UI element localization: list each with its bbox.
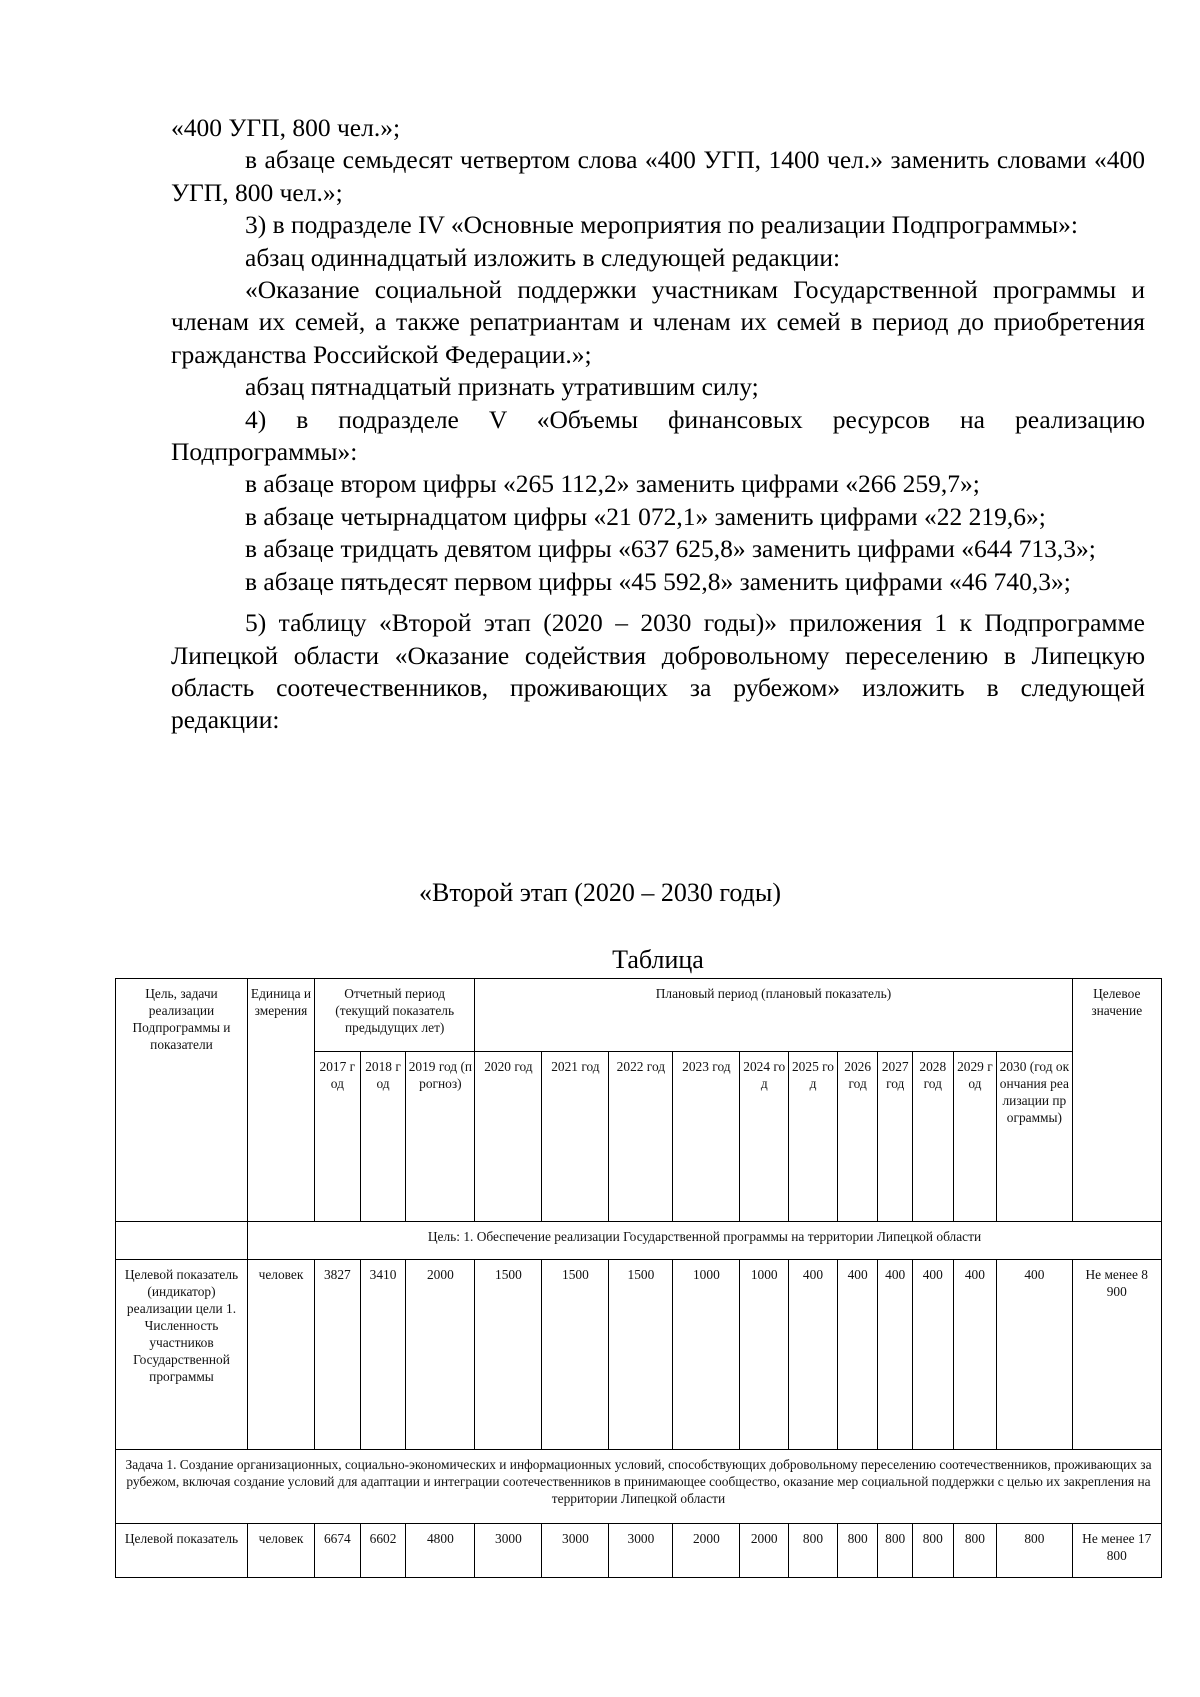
year-header: 2018 год (360, 1052, 406, 1222)
empty-cell (116, 1222, 248, 1260)
header-plan-period: Плановый период (плановый показатель) (475, 979, 1072, 1052)
value-cell: 1500 (542, 1260, 609, 1450)
year-header: 2028 год (912, 1052, 953, 1222)
year-header: 2024 год (740, 1052, 789, 1222)
year-header: 2017 год (314, 1052, 360, 1222)
paragraph: в абзаце пятьдесят первом цифры «45 592,8» заменить цифрами «46 740,3»; (245, 566, 1071, 596)
table-caption: Таблица (612, 945, 704, 974)
indicator-name: Целевой показатель (116, 1524, 248, 1578)
value-cell: 3827 (314, 1260, 360, 1450)
paragraph: в абзаце тридцать девятом цифры «637 625,8» заменить цифрами «644 713,3»; (245, 534, 1096, 564)
paragraph: 3) в подразделе IV «Основные мероприятия по реализации Подпрограммы»: (245, 210, 1078, 240)
indicator-name: Целевой показатель (индикатор) реализации цели 1. Численность участников Государственной программы (116, 1260, 248, 1450)
year-header: 2019 год (прогноз) (406, 1052, 475, 1222)
goal-row (116, 1222, 1162, 1260)
indicators-table (115, 978, 1162, 1578)
paragraph: в абзаце семьдесят четвертом слова «400 УГП, 1400 чел.» заменить словами «400 УГП, 800 чел.»; (171, 145, 1145, 207)
task-text: Задача 1. Создание организационных, социально-экономических и информационных условий, способствующих добровольному переселению соотечественников, проживающих за рубежом, включая создание условий для адаптации и интеграции соотечественников в принимающее сообщество, оказание мер социальной поддержки с целью их закрепления на территории Липецкой области (116, 1450, 1162, 1524)
value-cell: 2000 (406, 1260, 475, 1450)
target-value: Не менее 17 800 (1072, 1524, 1162, 1578)
year-header: 2026 год (837, 1052, 878, 1222)
year-header: 2030 (год окончания реализации программы) (997, 1052, 1072, 1222)
goal-text: Цель: 1. Обеспечение реализации Государственной программы на территории Липецкой области (247, 1222, 1161, 1260)
value-cell: 1000 (740, 1260, 789, 1450)
task-row (116, 1450, 1162, 1524)
paragraph: в абзаце втором цифры «265 112,2» заменить цифрами «266 259,7»; (245, 469, 980, 499)
paragraph: «Оказание социальной поддержки участникам Государственной программы и членам их семей, а также репатриантам и членам их семей в период до приобретения гражданства Российской Федерации.»; (171, 275, 1145, 369)
value-cell: 3000 (542, 1524, 609, 1578)
value-cell: 400 (953, 1260, 997, 1450)
value-cell: 1500 (475, 1260, 542, 1450)
indicator-unit: человек (247, 1524, 314, 1578)
value-cell: 400 (878, 1260, 913, 1450)
value-cell: 6602 (360, 1524, 406, 1578)
paragraph: абзац одиннадцатый изложить в следующей редакции: (245, 242, 841, 272)
year-header: 2029 год (953, 1052, 997, 1222)
value-cell: 400 (789, 1260, 838, 1450)
indicator-unit: человек (247, 1260, 314, 1450)
value-cell: 1000 (673, 1260, 740, 1450)
indicator-row (116, 1524, 1162, 1578)
value-cell: 2000 (673, 1524, 740, 1578)
paragraph: 5) таблицу «Второй этап (2020 – 2030 годы)» приложения 1 к Подпрограмме Липецкой области «Оказание содействия добровольному переселению в Липецкую область соотечественников, проживающих за рубежом» изложить в следующей редакции: (171, 608, 1145, 735)
target-value: Не менее 8 900 (1072, 1260, 1162, 1450)
value-cell: 1500 (609, 1260, 673, 1450)
year-header: 2025 год (789, 1052, 838, 1222)
header-report-period: Отчетный период (текущий показатель предыдущих лет) (314, 979, 474, 1052)
value-cell: 800 (878, 1524, 913, 1578)
year-header: 2021 год (542, 1052, 609, 1222)
value-cell: 4800 (406, 1524, 475, 1578)
paragraph: в абзаце четырнадцатом цифры «21 072,1» заменить цифрами «22 219,6»; (245, 501, 1046, 531)
year-header: 2020 год (475, 1052, 542, 1222)
paragraph: «400 УГП, 800 чел.»; (171, 113, 401, 142)
header-unit: Единица измерения (247, 979, 314, 1222)
value-cell: 2000 (740, 1524, 789, 1578)
header-target: Целевое значение (1072, 979, 1162, 1222)
table-header-row (116, 979, 1162, 1052)
value-cell: 3410 (360, 1260, 406, 1450)
value-cell: 400 (997, 1260, 1072, 1450)
year-header: 2022 год (609, 1052, 673, 1222)
value-cell: 800 (953, 1524, 997, 1578)
value-cell: 800 (789, 1524, 838, 1578)
value-cell: 800 (912, 1524, 953, 1578)
paragraph: абзац пятнадцатый признать утратившим силу; (245, 372, 759, 402)
value-cell: 6674 (314, 1524, 360, 1578)
value-cell: 3000 (475, 1524, 542, 1578)
value-cell: 400 (837, 1260, 878, 1450)
year-header: 2027 год (878, 1052, 913, 1222)
indicator-row (116, 1260, 1162, 1450)
section-heading: «Второй этап (2020 – 2030 годы) (418, 878, 781, 907)
value-cell: 800 (837, 1524, 878, 1578)
year-header: 2023 год (673, 1052, 740, 1222)
paragraph: 4) в подразделе V «Объемы финансовых ресурсов на реализацию Подпрограммы»: (171, 404, 1145, 467)
value-cell: 400 (912, 1260, 953, 1450)
value-cell: 800 (997, 1524, 1072, 1578)
value-cell: 3000 (609, 1524, 673, 1578)
header-goal: Цель, задачи реализации Подпрограммы и показатели (116, 979, 248, 1222)
amendment-text (171, 112, 1145, 737)
